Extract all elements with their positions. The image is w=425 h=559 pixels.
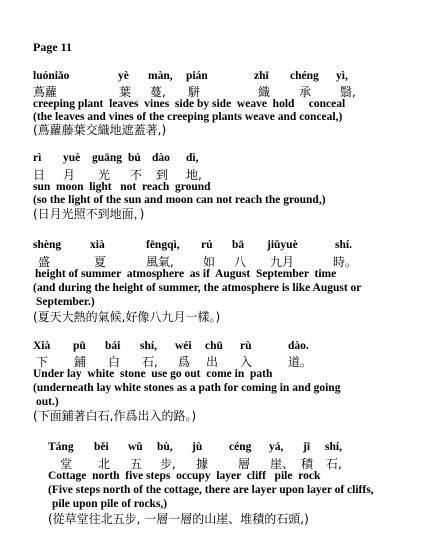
chinese-char: 五: [130, 457, 143, 471]
chinese-char: 蔦蘿: [33, 85, 58, 99]
modern-chinese-translation: (蔦蘿藤葉交織地遮蓋著,): [33, 123, 167, 137]
pinyin-word: yá,: [269, 441, 284, 453]
pinyin-word: pián: [186, 70, 208, 82]
chinese-char: 光: [98, 168, 111, 182]
chinese-char: 爲: [178, 355, 191, 369]
english-translation: (underneath lay white stones as a path for coming in and going: [33, 382, 341, 394]
chinese-char: 崖、: [270, 457, 295, 471]
chinese-char: 織: [258, 85, 271, 99]
pinyin-word: bā: [232, 239, 245, 251]
chinese-char: 下: [36, 355, 49, 369]
chinese-char: 據: [196, 457, 209, 471]
english-translation-cont: pile upon pile of rocks,): [52, 498, 168, 510]
pinyin-word: Táng: [48, 441, 74, 453]
pinyin-word: chū: [205, 340, 223, 352]
pinyin-word: Xià: [33, 340, 51, 352]
pinyin-word: luóniǎo: [33, 70, 70, 82]
chinese-char: 日: [33, 168, 46, 182]
pinyin-word: wǔ: [128, 441, 143, 453]
pinyin-word: běi: [94, 441, 109, 453]
chinese-char: 承: [299, 85, 312, 99]
pinyin-word: dì,: [186, 152, 199, 164]
chinese-char: 葉: [119, 85, 132, 99]
chinese-char: 鋪: [74, 355, 87, 369]
pinyin-word: yuè: [63, 152, 81, 164]
chinese-char: 地,: [186, 168, 202, 182]
pinyin-word: màn,: [148, 70, 173, 82]
pinyin-word: shí,: [140, 340, 157, 352]
pinyin-word: dào.: [288, 340, 309, 352]
chinese-char: 翳,: [340, 85, 356, 99]
pinyin-word: jiǔyuè: [267, 239, 298, 251]
chinese-char: 石,: [142, 355, 158, 369]
english-translation: (and during the height of summer, the atmosphere is like August or: [33, 282, 362, 294]
chinese-char: 道。: [288, 355, 313, 369]
chinese-char: 如: [203, 255, 216, 269]
pinyin-word: dào: [152, 152, 170, 164]
pinyin-word: rù: [240, 340, 252, 352]
english-translation: (so the light of the sun and moon can not reach the ground,): [33, 194, 326, 206]
chinese-char: 白: [108, 355, 121, 369]
pinyin-word: rú: [201, 239, 213, 251]
chinese-char: 層: [238, 457, 251, 471]
chinese-char: 不: [130, 168, 143, 182]
english-gloss: height of summer atmosphere as if August September time: [35, 268, 337, 280]
modern-chinese-translation: (日月光照不到地面，): [33, 207, 145, 221]
english-translation: (Five steps north of the cottage, there are layer upon layer of cliffs,: [48, 484, 374, 496]
chinese-char: 積: [301, 457, 314, 471]
modern-chinese-translation: (從草堂往北五步, 一層一層的山崖、堆積的石頭,): [48, 512, 309, 526]
english-translation: (the leaves and vines of the creeping plants weave and conceal,): [33, 111, 343, 123]
pinyin-word: guāng: [92, 152, 123, 164]
chinese-char: 步,: [160, 457, 176, 471]
pinyin-word: wéi: [175, 340, 192, 352]
pinyin-word: bú: [128, 152, 141, 164]
pinyin-word: xià: [90, 239, 105, 251]
pinyin-word: shí,: [325, 441, 342, 453]
english-gloss: Cottage north five steps occupy layer cliff pile rock: [48, 470, 321, 482]
chinese-char: 蔓,: [150, 85, 166, 99]
chinese-char: 石,: [326, 457, 342, 471]
chinese-char: 風氣,: [146, 255, 174, 269]
english-translation-cont: September.): [36, 296, 95, 308]
pinyin-word: rì: [33, 152, 42, 164]
pinyin-word: shí.: [335, 239, 352, 251]
chinese-char: 入: [240, 355, 253, 369]
chinese-char: 月: [63, 168, 76, 182]
page-label: Page 11: [33, 40, 72, 54]
pinyin-word: jī: [303, 441, 311, 453]
pinyin-word: pū: [73, 340, 86, 352]
chinese-char: 九月: [270, 255, 295, 269]
chinese-char: 駢: [188, 85, 201, 99]
pinyin-word: yì,: [336, 70, 348, 82]
pinyin-word: jù: [192, 441, 203, 453]
pinyin-word: shèng: [33, 239, 62, 251]
english-translation-cont: out.): [36, 396, 59, 408]
english-gloss: sun moon light not reach ground: [33, 181, 211, 193]
chinese-char: 八: [234, 255, 247, 269]
modern-chinese-translation: (下面鋪著白石,作爲出入的路。): [33, 409, 197, 423]
chinese-char: 盛: [38, 255, 51, 269]
pinyin-word: céng: [229, 441, 252, 453]
modern-chinese-translation: (夏天大熱的氣候,好像八九月一樣。): [33, 310, 221, 324]
chinese-char: 到: [156, 168, 169, 182]
pinyin-word: yè: [118, 70, 129, 82]
chinese-char: 北: [98, 457, 111, 471]
chinese-char: 夏: [94, 255, 107, 269]
pinyin-word: chéng: [290, 70, 319, 82]
english-gloss: Under lay white stone use go out come in path: [33, 368, 273, 380]
chinese-char: 時。: [333, 255, 358, 269]
pinyin-word: bái: [105, 340, 121, 352]
pinyin-word: fēngqì,: [146, 239, 180, 251]
chinese-char: 出: [206, 355, 219, 369]
pinyin-word: bù,: [157, 441, 173, 453]
chinese-char: 堂: [60, 457, 73, 471]
pinyin-word: zhī: [254, 70, 269, 82]
english-gloss: creeping plant leaves vines side by side weave hold conceal: [33, 98, 346, 110]
